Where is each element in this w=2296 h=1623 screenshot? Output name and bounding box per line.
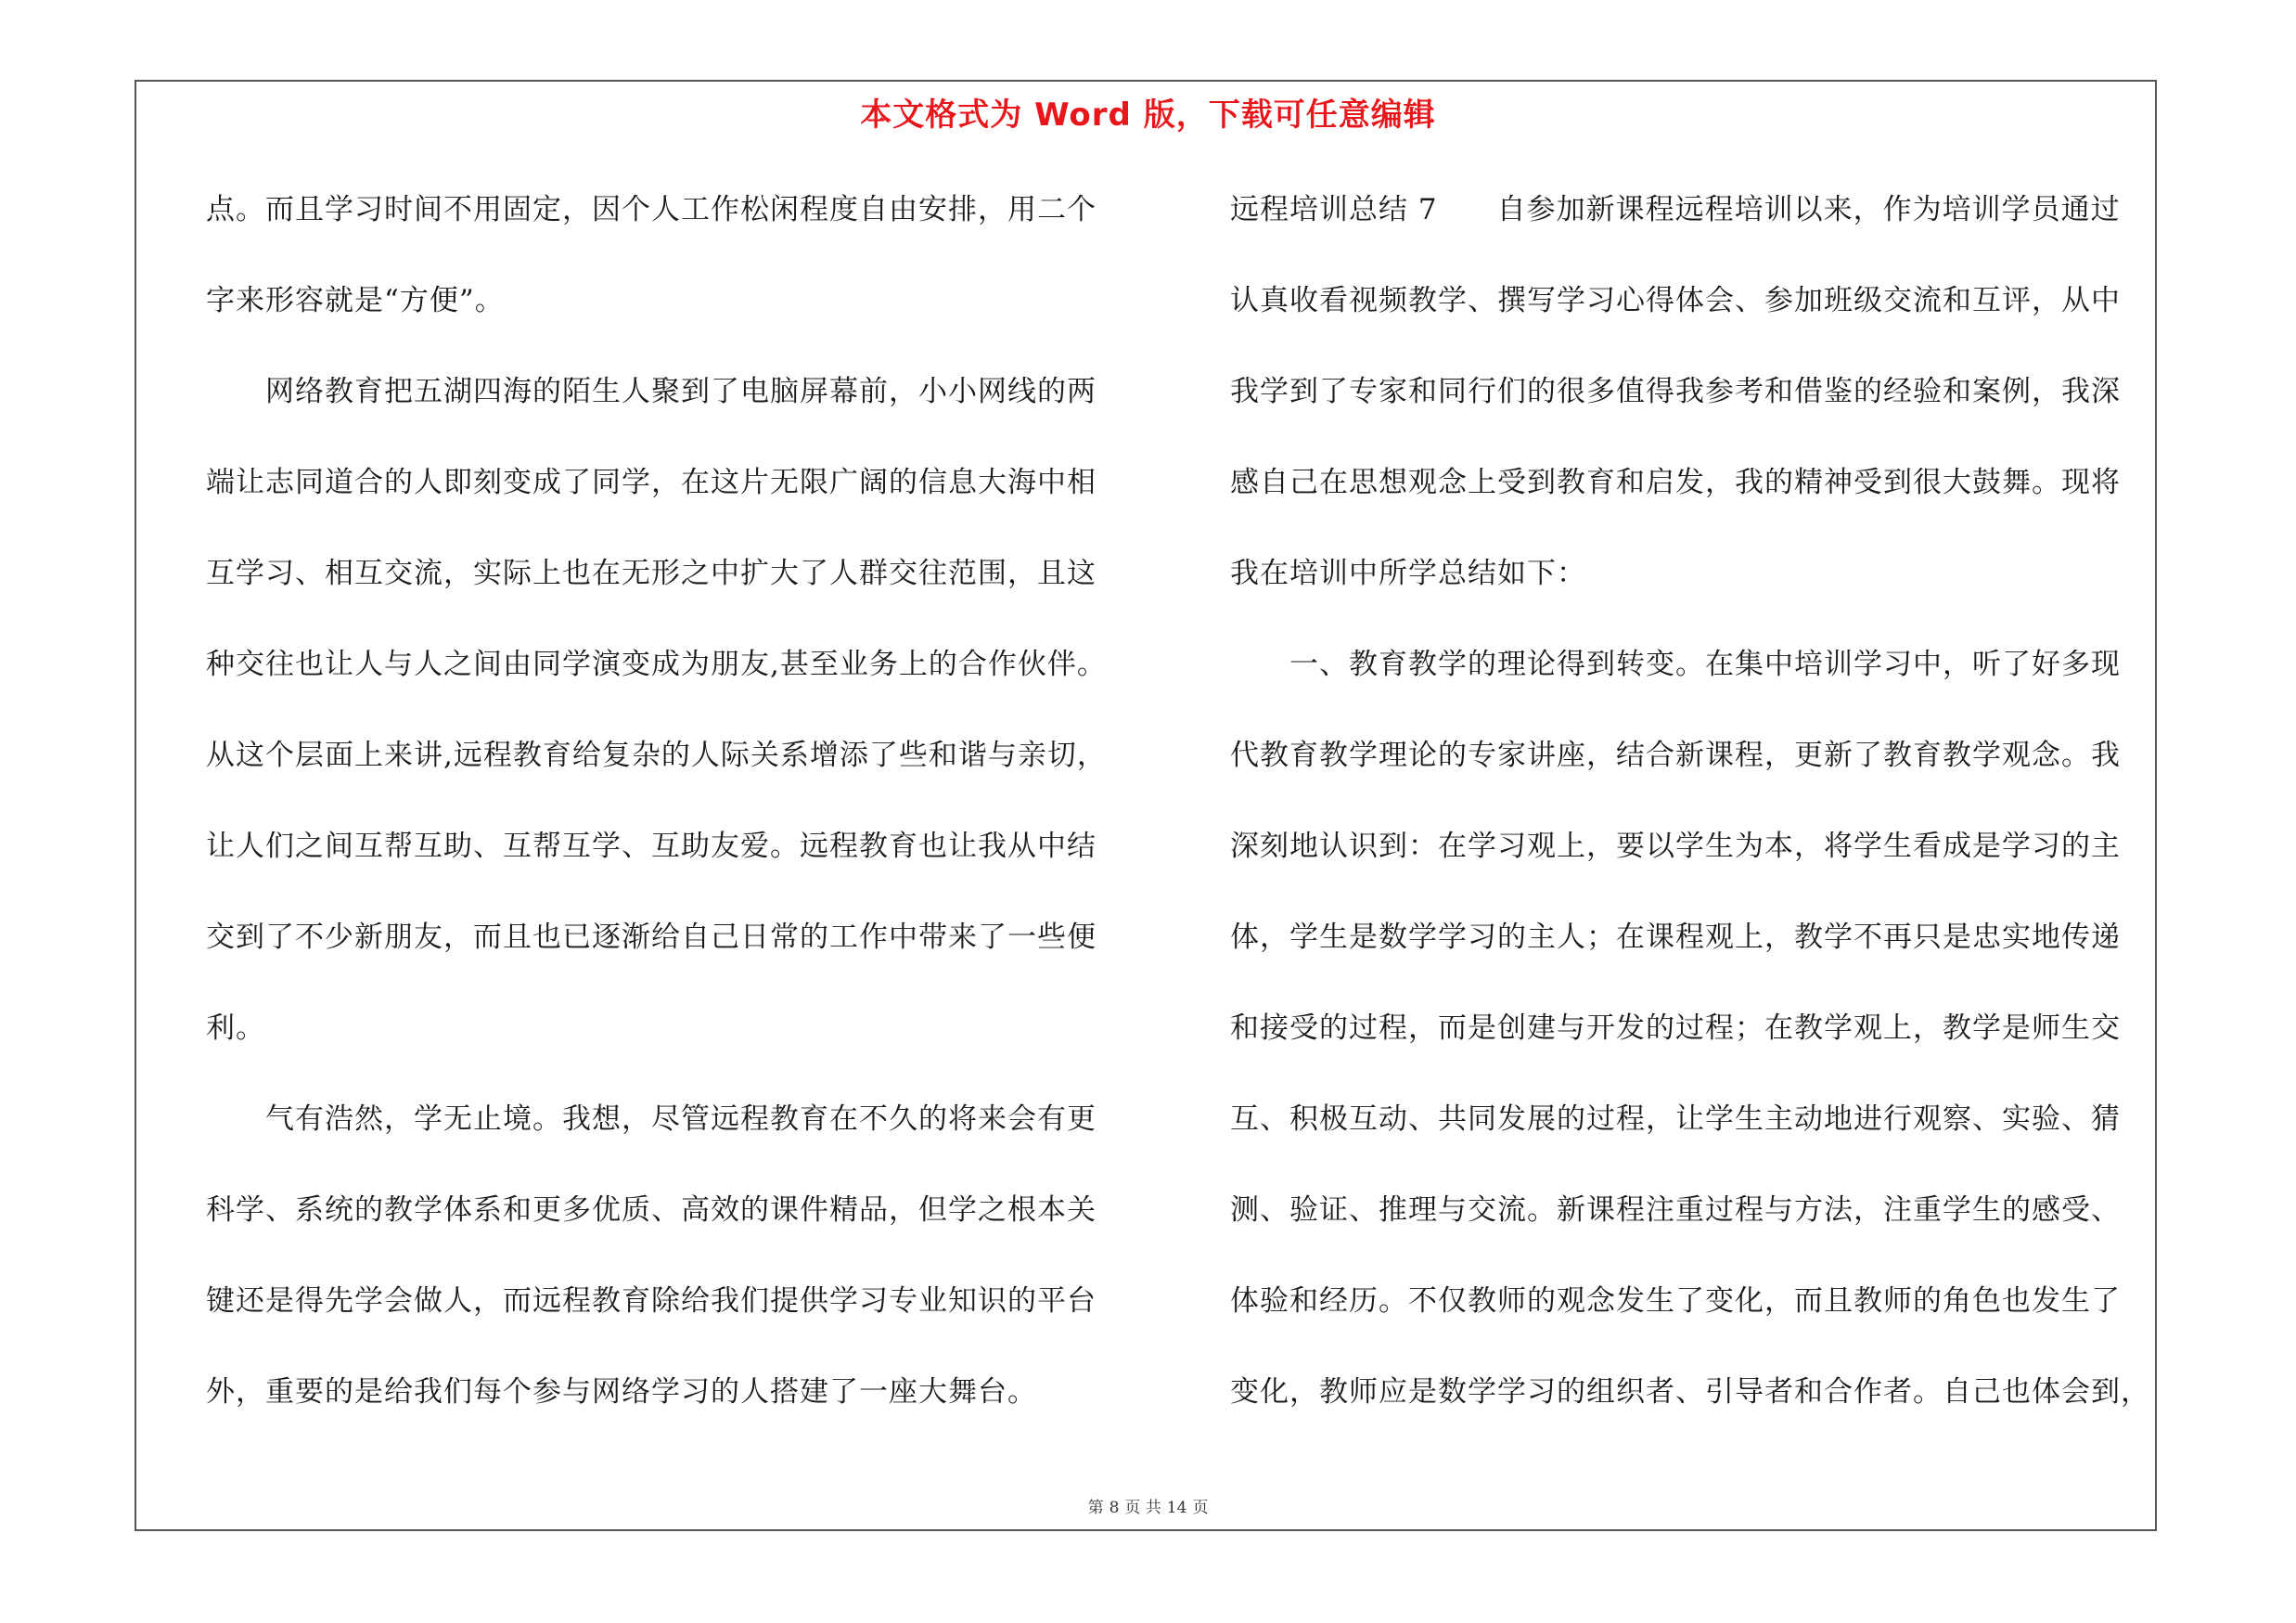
text-line: 和接受的过程，而是创建与开发的过程；在教学观上，教学是师生交 <box>1230 1011 2121 1045</box>
page-number-footer <box>0 1494 2296 1517</box>
footer-suffix: 页 <box>1192 1499 1209 1517</box>
text-line: 网络教育把五湖四海的陌生人聚到了电脑屏幕前，小小网线的两 <box>206 375 1097 408</box>
text-line: 认真收看视频教学、撰写学习心得体会、参加班级交流和互评，从中 <box>1230 284 2121 317</box>
footer-prefix: 第 <box>1087 1499 1104 1517</box>
text-line: 互、积极互动、共同发展的过程，让学生主动地进行观察、实验、猜 <box>1230 1102 2121 1136</box>
left-column <box>206 180 1134 1453</box>
total-page-count: 14 <box>1166 1499 1187 1517</box>
text-line: 气有浩然，学无止境。我想，尽管远程教育在不久的将来会有更 <box>206 1102 1097 1136</box>
text-line: 测、验证、推理与交流。新课程注重过程与方法，注重学生的感受、 <box>1230 1193 2121 1227</box>
text-line: 我在培训中所学总结如下： <box>1230 557 1586 590</box>
text-line: 一、教育教学的理论得到转变。在集中培训学习中，听了好多现 <box>1230 648 2121 681</box>
text-line: 感自己在思想观念上受到教育和启发，我的精神受到很大鼓舞。现将 <box>1230 466 2121 499</box>
current-page-number: 8 <box>1109 1499 1120 1517</box>
text-line: 代教育教学理论的专家讲座，结合新课程，更新了教育教学观念。我 <box>1230 739 2121 772</box>
text-line: 体验和经历。不仅教师的观念发生了变化，而且教师的角色也发生了 <box>1230 1284 2121 1318</box>
text-line: 交到了不少新朋友，而且也已逐渐给自己日常的工作中带来了一些便 <box>206 921 1097 954</box>
text-line: 利。 <box>206 1011 265 1045</box>
text-line: 远程培训总结 7 自参加新课程远程培训以来，作为培训学员通过 <box>1230 193 2121 226</box>
text-line: 种交往也让人与人之间由同学演变成为朋友,甚至业务上的合作伙伴。 <box>206 648 1107 681</box>
right-column <box>1230 180 2148 1453</box>
banner-notice: 本文格式为 Word 版，下载可任意编辑 <box>860 97 1436 134</box>
text-line: 我学到了专家和同行们的很多值得我参考和借鉴的经验和案例，我深 <box>1230 375 2121 408</box>
text-line: 端让志同道合的人即刻变成了同学，在这片无限广阔的信息大海中相 <box>206 466 1097 499</box>
text-line: 互学习、相互交流，实际上也在无形之中扩大了人群交往范围，且这 <box>206 557 1097 590</box>
text-line: 外，重要的是给我们每个参与网络学习的人搭建了一座大舞台。 <box>206 1375 1037 1409</box>
text-line: 字来形容就是“方便”。 <box>206 284 505 317</box>
footer-middle: 页 共 <box>1124 1499 1161 1517</box>
text-line: 科学、系统的教学体系和更多优质、高效的课件精品，但学之根本关 <box>206 1193 1097 1227</box>
text-line: 点。而且学习时间不用固定，因个人工作松闲程度自由安排，用二个 <box>206 193 1097 226</box>
text-line: 体，学生是数学学习的主人；在课程观上，教学不再只是忠实地传递 <box>1230 921 2121 954</box>
text-line: 从这个层面上来讲,远程教育给复杂的人际关系增添了些和谐与亲切， <box>206 739 1107 772</box>
text-line: 深刻地认识到：在学习观上，要以学生为本，将学生看成是学习的主 <box>1230 830 2121 863</box>
text-line: 让人们之间互帮互助、互帮互学、互助友爱。远程教育也让我从中结 <box>206 830 1097 863</box>
text-line: 键还是得先学会做人，而远程教育除给我们提供学习专业知识的平台 <box>206 1284 1097 1318</box>
text-line: 变化，教师应是数学学习的组织者、引导者和合作者。自己也体会到， <box>1230 1375 2150 1409</box>
